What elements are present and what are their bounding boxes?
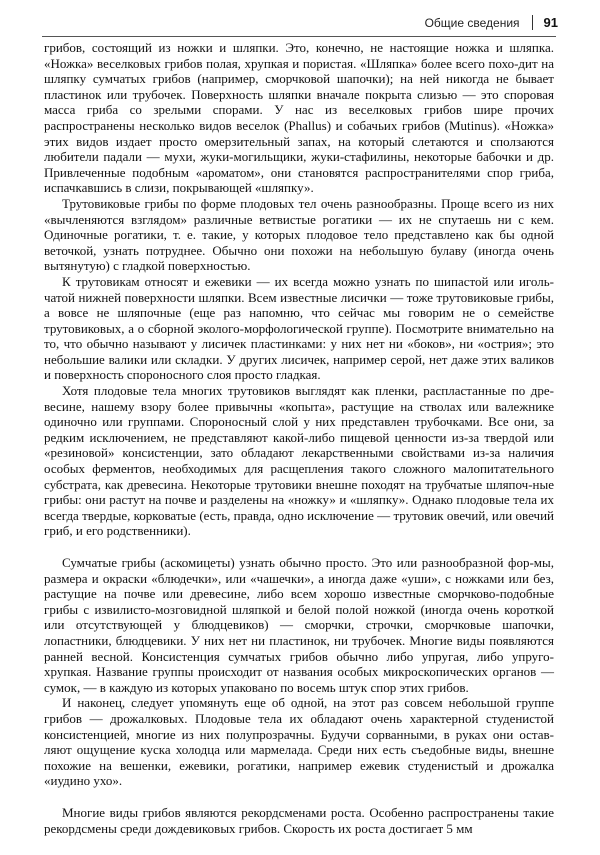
paragraph-polypore-bodies: Хотя плодовые тела многих трутовиков выглядят как пленки, распластанные по дре-весине, нашему взору более привычны «копыта», растущие на стволах или валежнике одиночно или группами. Спороносный слой у них представлен трубочками. Все они, за редким исключением, не представляют какой-либо пищевой ценности из-за твердой или «резиновой» консистенции, зато обладают лекарственными свойствами из-за наличия особых ферментов, необходимых для расщепления такого сложного малопитательного субстрата, как древесина. Некоторые трутовики внешне походят на трубчатые шляпоч-ные грибы: они растут на почве и разделены на «ножку» и «шляпку». Однако плодовые тела их всегда твердые, корковатые (есть, правда, одно исключение — трутовик овечий, или овечий гриб, и его родственники). xyxy=(44,383,554,539)
header-separator xyxy=(532,15,533,30)
page-body xyxy=(44,40,554,836)
paragraph-jelly-fungi: И наконец, следует упомянуть еще об одной, на этот раз совсем небольшой группе грибов — дрожалковых. Плодовые тела их обладают очень характерной студенистой консистенцией, многие из них полупрозрачны. Будучи сорванными, в руках они остав-ляют ощущение куска холодца или мармелада. Среди них есть съедобные виды, внешне похожие на вешенки, ежевики, рогатики, например ежевик студенистый и дрожалка «иудино ухо». xyxy=(44,695,554,789)
paragraph-polypores-forms: Трутовиковые грибы по форме плодовых тел очень разнообразны. Проще всего из них «вычленяются взглядом» различные ветвистые рогатики — их не спутаешь ни с кем. Одиночные рогатики, т. е. такие, у которых плодовое тело представлено как бы одной веточкой, узнать потруднее. Обычно они похожи на небольшую булаву (иногда очень вытянутую) с гладкой поверхностью. xyxy=(44,195,554,274)
page-number: 91 xyxy=(543,15,558,30)
paragraph-hydnums-chanterelles: К трутовикам относят и ежевики — их всегда можно узнать по шипастой или иголь-чатой нижней поверхности шляпки. Всем известные лисички — тоже трутовиковые грибы, а вовсе не шляпочные (еще раз напомню, что сейчас мы говорим не о семействе трутовиковых, а о сборной эколого-морфологической группе). Посмотрите внимательно на то, что обычно называют у лисичек пластинками: у них нет ни «боков», ни «острия»; это небольшие валики или складки. У других лисичек, например серой, нет даже этих валиков и поверхность спороносного слоя просто гладкая. xyxy=(44,273,554,383)
paragraph-phallales-continuation: грибов, состоящий из ножки и шляпки. Это, конечно, не настоящие ножка и шляпка. «Ножка» веселковых грибов полая, хрупкая и пористая. «Шляпка» более всего похо-дит на шляпку сумчатых грибов (например, сморчковой шапочки); на ней никогда не бывает пластинок или трубочек. Поверхность шляпки вначале покрыта слизью — это споровая масса гриба со зрелыми спорами. У нас из веселковых грибов шире прочих распространены несколько видов веселок (Phallus) и собачьих грибов (Mutinus). «Ножка» этих видов издает просто омерзительный запах, на который слетаются и сползаются любители падали — мухи, жуки-могильщики, жуки-стафилины, некоторые бабочки и др. Привлеченные подобным «ароматом», они становятся распространителями спор гриба, испачкавшись в слизи, покрывающей «шляпку». xyxy=(44,40,554,196)
section-title: Общие сведения xyxy=(424,15,520,30)
paragraph-growth-records: Многие виды грибов являются рекордсменами роста. Особенно распространены такие рекордсмены среди дождевиковых грибов. Скорость их роста достигает 5 мм xyxy=(44,804,554,836)
header-rule xyxy=(42,36,556,37)
running-header xyxy=(425,15,558,30)
paragraph-ascomycetes: Сумчатые грибы (аскомицеты) узнать обычно просто. Это или разнообразной фор-мы, размера и окраски «блюдечки», или «чашечки», а иногда даже «уши», с ножками или без, растущие на почве или древесине, либо всем хорошо известные сморчково-подобные грибы с извилисто-мозговидной шляпкой и белой полой ножкой (иногда очень короткой или отсутствующей у блюдцевиков) — сморчки, строчки, сморчковые шапочки, лопастники, блюдцевики. У них нет ни пластинок, ни трубочек. Многие виды появляются ранней весной. Консистенция сумчатых грибов обычно либо упругая, либо упруго-хрупкая. Название группы происходит от названия особых микроскопических органов — сумок, — в каждую из которых упаковано по восемь штук спор этих грибов. xyxy=(44,555,554,695)
